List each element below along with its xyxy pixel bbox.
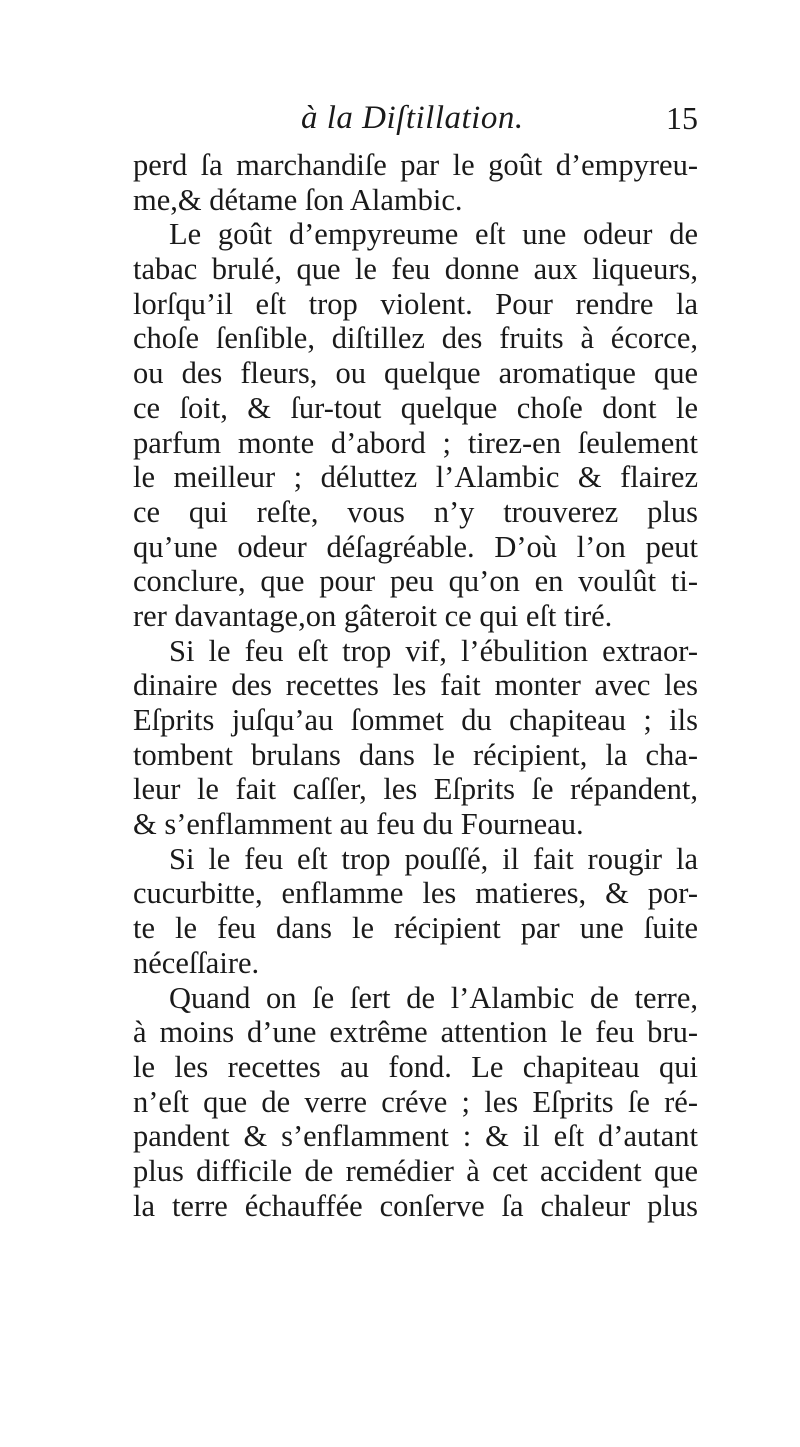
text-line: parfum monte d’abord ; tirez-en ſeulement: [133, 425, 698, 460]
text-line: Si le feu eſt trop pouſſé, il fait rougir la: [169, 841, 698, 876]
text-line: te le feu dans le récipient par une ſuite: [133, 911, 698, 946]
text-line: Si le feu eſt trop vif, l’ébulition extraor-: [169, 633, 698, 668]
text-line: ce ſoit, & ſur-tout quelque choſe dont le: [133, 390, 698, 425]
text-line: conclure, que pour peu qu’on en voulût ti-: [133, 564, 698, 599]
text-line: le les recettes au fond. Le chapiteau qui: [133, 1049, 698, 1084]
text-line: me,& détame ſon Alambic.: [133, 182, 463, 217]
text-line: perd ſa marchandiſe par le goût d’empyreu-: [133, 148, 698, 182]
text-line: à moins d’une extrême attention le feu bru-: [133, 1015, 698, 1050]
text-line: & s’enflamment au feu du Fourneau.: [133, 807, 584, 842]
text-line: choſe ſenſible, diſtillez des fruits à écorce,: [133, 321, 698, 356]
text-line: n’eſt que de verre créve ; les Eſprits ſe ré-: [133, 1084, 698, 1119]
text-line: pandent & s’enflamment : & il eſt d’autant: [133, 1119, 698, 1154]
text-line: ou des fleurs, ou quelque aromatique que: [133, 356, 698, 391]
text-line: Le goût d’empyreume eſt une odeur de: [169, 217, 698, 252]
text-line: tabac brulé, que le feu donne aux liqueurs,: [133, 252, 698, 287]
text-line: lorſqu’il eſt trop violent. Pour rendre la: [133, 286, 698, 321]
running-head: [133, 100, 698, 148]
text-line: cucurbitte, enflamme les matieres, & por-: [133, 876, 698, 911]
text-line: leur le fait caſſer, les Eſprits ſe répandent,: [133, 772, 698, 807]
text-line: Eſprits juſqu’au ſommet du chapiteau ; ils: [133, 703, 698, 737]
running-title: à la Diſtillation.: [301, 100, 524, 136]
text-line: dinaire des recettes les fait monter avec les: [133, 668, 698, 703]
text-line: le meilleur ; déluttez l’Alambic & flairez: [133, 460, 698, 495]
text-line: tombent brulans dans le récipient, la cha-: [133, 737, 698, 772]
page-number: 15: [666, 100, 698, 136]
text-line: plus difficile de remédier à cet accident que: [133, 1153, 698, 1188]
body-text: [133, 148, 698, 1223]
text-line: ce qui reſte, vous n’y trouverez plus: [133, 494, 698, 529]
text-line: rer davantage,on gâteroit ce qui eſt tiré.: [133, 598, 613, 633]
text-line: qu’une odeur déſagréable. D’où l’on peut: [133, 529, 698, 564]
text-line: Quand on ſe ſert de l’Alambic de terre,: [169, 980, 698, 1015]
text-line: la terre échauffée conſerve ſa chaleur plus: [133, 1188, 698, 1223]
text-line: néceſſaire.: [133, 945, 260, 980]
